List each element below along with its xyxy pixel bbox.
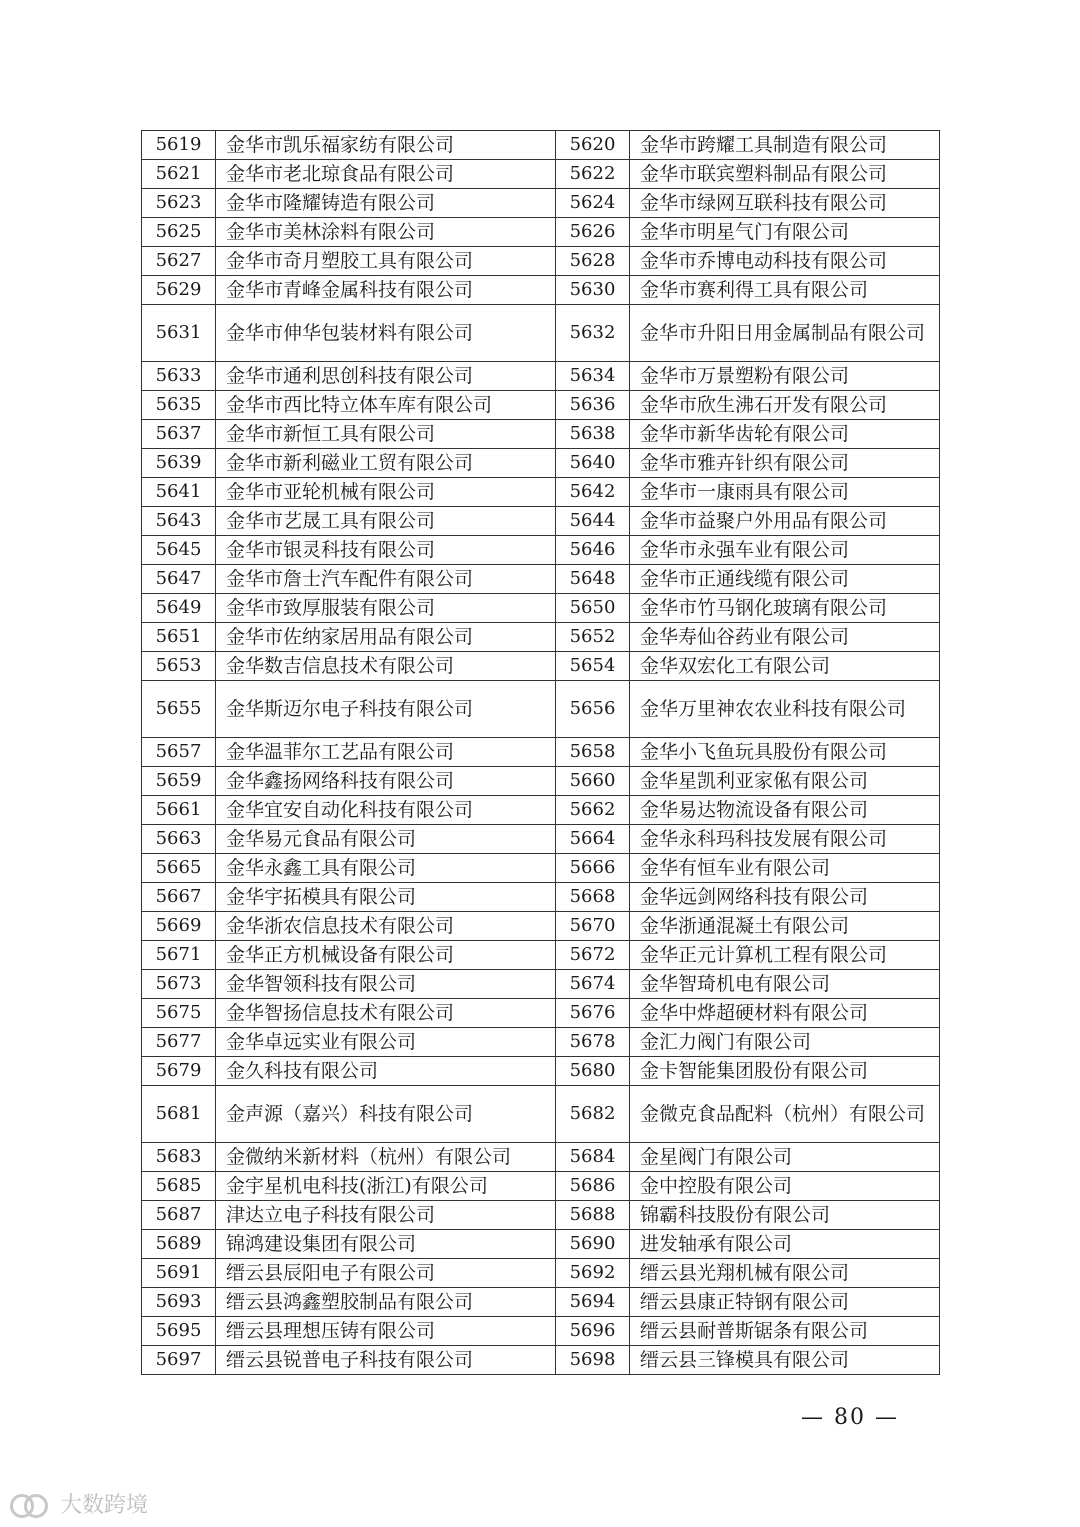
row-number-cell: 5629 — [142, 276, 216, 305]
table-row — [142, 1288, 940, 1317]
row-number-cell: 5665 — [142, 854, 216, 883]
company-name-cell: 金华市联宾塑料制品有限公司 — [630, 160, 940, 189]
page-number: — 80 — — [801, 1405, 899, 1430]
row-number-cell: 5669 — [142, 912, 216, 941]
table-row — [142, 565, 940, 594]
company-name-cell: 金华市升阳日用金属制品有限公司 — [630, 305, 940, 362]
row-number-cell: 5664 — [556, 825, 630, 854]
company-name-cell: 金星阀门有限公司 — [630, 1143, 940, 1172]
company-name-cell: 缙云县鸿鑫塑胶制品有限公司 — [216, 1288, 556, 1317]
company-name-cell: 金华市青峰金属科技有限公司 — [216, 276, 556, 305]
company-name-cell: 金华正元计算机工程有限公司 — [630, 941, 940, 970]
company-name-cell: 金华市凯乐福家纺有限公司 — [216, 131, 556, 160]
table-row — [142, 767, 940, 796]
table-row — [142, 160, 940, 189]
row-number-cell: 5683 — [142, 1143, 216, 1172]
company-name-cell: 金华市亚轮机械有限公司 — [216, 478, 556, 507]
row-number-cell: 5620 — [556, 131, 630, 160]
table-row — [142, 131, 940, 160]
table-row — [142, 883, 940, 912]
table-row — [142, 478, 940, 507]
row-number-cell: 5682 — [556, 1086, 630, 1143]
company-name-cell: 金汇力阀门有限公司 — [630, 1028, 940, 1057]
row-number-cell: 5644 — [556, 507, 630, 536]
watermark-text: 大数跨境 — [60, 1493, 149, 1518]
table-row — [142, 1028, 940, 1057]
row-number-cell: 5689 — [142, 1230, 216, 1259]
row-number-cell: 5674 — [556, 970, 630, 999]
table-row — [142, 276, 940, 305]
company-name-cell: 金华智琦机电有限公司 — [630, 970, 940, 999]
company-name-cell: 金华市赛利得工具有限公司 — [630, 276, 940, 305]
row-number-cell: 5678 — [556, 1028, 630, 1057]
row-number-cell: 5625 — [142, 218, 216, 247]
company-name-cell: 金华双宏化工有限公司 — [630, 652, 940, 681]
row-number-cell: 5694 — [556, 1288, 630, 1317]
table-row — [142, 738, 940, 767]
company-name-cell: 金华浙农信息技术有限公司 — [216, 912, 556, 941]
company-name-cell: 金华市美林涂料有限公司 — [216, 218, 556, 247]
company-name-cell: 金华市欣生沸石开发有限公司 — [630, 391, 940, 420]
table-row — [142, 1057, 940, 1086]
row-number-cell: 5652 — [556, 623, 630, 652]
company-name-cell: 金华市新华齿轮有限公司 — [630, 420, 940, 449]
row-number-cell: 5651 — [142, 623, 216, 652]
company-name-cell: 金华市正通线缆有限公司 — [630, 565, 940, 594]
row-number-cell: 5653 — [142, 652, 216, 681]
company-name-cell: 金华远剑网络科技有限公司 — [630, 883, 940, 912]
table-row — [142, 218, 940, 247]
row-number-cell: 5660 — [556, 767, 630, 796]
table-row — [142, 825, 940, 854]
table-row — [142, 247, 940, 276]
table-row — [142, 681, 940, 738]
row-number-cell: 5628 — [556, 247, 630, 276]
row-number-cell: 5666 — [556, 854, 630, 883]
table-row — [142, 362, 940, 391]
row-number-cell: 5695 — [142, 1317, 216, 1346]
row-number-cell: 5663 — [142, 825, 216, 854]
row-number-cell: 5623 — [142, 189, 216, 218]
company-name-cell: 金华易达物流设备有限公司 — [630, 796, 940, 825]
table-row — [142, 449, 940, 478]
table-row — [142, 1086, 940, 1143]
table-row — [142, 594, 940, 623]
row-number-cell: 5624 — [556, 189, 630, 218]
company-name-cell: 金华温菲尔工艺品有限公司 — [216, 738, 556, 767]
row-number-cell: 5643 — [142, 507, 216, 536]
company-name-cell: 金华市雅卉针织有限公司 — [630, 449, 940, 478]
company-name-cell: 金华市隆耀铸造有限公司 — [216, 189, 556, 218]
company-name-cell: 金华市老北琼食品有限公司 — [216, 160, 556, 189]
row-number-cell: 5637 — [142, 420, 216, 449]
company-name-cell: 金华市新利磁业工贸有限公司 — [216, 449, 556, 478]
table-row — [142, 1346, 940, 1375]
row-number-cell: 5687 — [142, 1201, 216, 1230]
company-name-cell: 金华市益聚户外用品有限公司 — [630, 507, 940, 536]
company-name-cell: 金微克食品配料（杭州）有限公司 — [630, 1086, 940, 1143]
company-name-cell: 金华宇拓模具有限公司 — [216, 883, 556, 912]
row-number-cell: 5681 — [142, 1086, 216, 1143]
company-name-cell: 金华市永强车业有限公司 — [630, 536, 940, 565]
row-number-cell: 5667 — [142, 883, 216, 912]
table-row — [142, 536, 940, 565]
row-number-cell: 5659 — [142, 767, 216, 796]
table-row — [142, 1259, 940, 1288]
row-number-cell: 5632 — [556, 305, 630, 362]
company-name-cell: 金华市新恒工具有限公司 — [216, 420, 556, 449]
row-number-cell: 5680 — [556, 1057, 630, 1086]
company-name-cell: 金华卓远实业有限公司 — [216, 1028, 556, 1057]
company-name-cell: 金久科技有限公司 — [216, 1057, 556, 1086]
row-number-cell: 5696 — [556, 1317, 630, 1346]
row-number-cell: 5634 — [556, 362, 630, 391]
company-name-cell: 金声源（嘉兴）科技有限公司 — [216, 1086, 556, 1143]
company-name-cell: 金宇星机电科技(浙江)有限公司 — [216, 1172, 556, 1201]
row-number-cell: 5630 — [556, 276, 630, 305]
row-number-cell: 5639 — [142, 449, 216, 478]
row-number-cell: 5698 — [556, 1346, 630, 1375]
row-number-cell: 5655 — [142, 681, 216, 738]
company-name-cell: 金华市一康雨具有限公司 — [630, 478, 940, 507]
company-name-cell: 金华市明星气门有限公司 — [630, 218, 940, 247]
company-name-cell: 金华市佐纳家居用品有限公司 — [216, 623, 556, 652]
company-name-cell: 金华易元食品有限公司 — [216, 825, 556, 854]
company-name-cell: 进发轴承有限公司 — [630, 1230, 940, 1259]
company-name-cell: 金卡智能集团股份有限公司 — [630, 1057, 940, 1086]
row-number-cell: 5691 — [142, 1259, 216, 1288]
row-number-cell: 5675 — [142, 999, 216, 1028]
row-number-cell: 5686 — [556, 1172, 630, 1201]
company-name-cell: 金华市绿网互联科技有限公司 — [630, 189, 940, 218]
row-number-cell: 5641 — [142, 478, 216, 507]
company-name-cell: 缙云县耐普斯锯条有限公司 — [630, 1317, 940, 1346]
company-name-cell: 金华永科玛科技发展有限公司 — [630, 825, 940, 854]
company-name-cell: 缙云县理想压铸有限公司 — [216, 1317, 556, 1346]
row-number-cell: 5635 — [142, 391, 216, 420]
row-number-cell: 5646 — [556, 536, 630, 565]
row-number-cell: 5684 — [556, 1143, 630, 1172]
row-number-cell: 5693 — [142, 1288, 216, 1317]
company-name-cell: 金华数吉信息技术有限公司 — [216, 652, 556, 681]
row-number-cell: 5658 — [556, 738, 630, 767]
row-number-cell: 5676 — [556, 999, 630, 1028]
row-number-cell: 5690 — [556, 1230, 630, 1259]
row-number-cell: 5692 — [556, 1259, 630, 1288]
table-row — [142, 652, 940, 681]
table-row — [142, 1201, 940, 1230]
company-name-cell: 金华市竹马钢化玻璃有限公司 — [630, 594, 940, 623]
row-number-cell: 5661 — [142, 796, 216, 825]
company-name-cell: 金华鑫扬网络科技有限公司 — [216, 767, 556, 796]
company-name-cell: 金华市奇月塑胶工具有限公司 — [216, 247, 556, 276]
row-number-cell: 5621 — [142, 160, 216, 189]
company-name-cell: 金华智扬信息技术有限公司 — [216, 999, 556, 1028]
table-row — [142, 391, 940, 420]
row-number-cell: 5657 — [142, 738, 216, 767]
company-name-cell: 金华市詹士汽车配件有限公司 — [216, 565, 556, 594]
table-row — [142, 1230, 940, 1259]
row-number-cell: 5668 — [556, 883, 630, 912]
company-name-cell: 金华小飞鱼玩具股份有限公司 — [630, 738, 940, 767]
table-row — [142, 189, 940, 218]
row-number-cell: 5662 — [556, 796, 630, 825]
row-number-cell: 5640 — [556, 449, 630, 478]
company-name-cell: 缙云县辰阳电子有限公司 — [216, 1259, 556, 1288]
row-number-cell: 5649 — [142, 594, 216, 623]
company-name-cell: 缙云县康正特钢有限公司 — [630, 1288, 940, 1317]
company-name-cell: 金华万里神农农业科技有限公司 — [630, 681, 940, 738]
row-number-cell: 5688 — [556, 1201, 630, 1230]
row-number-cell: 5672 — [556, 941, 630, 970]
company-name-cell: 金华宜安自动化科技有限公司 — [216, 796, 556, 825]
row-number-cell: 5631 — [142, 305, 216, 362]
company-name-cell: 金微纳米新材料（杭州）有限公司 — [216, 1143, 556, 1172]
row-number-cell: 5656 — [556, 681, 630, 738]
double-circle-logo-icon — [10, 1491, 54, 1517]
company-name-cell: 金华永鑫工具有限公司 — [216, 854, 556, 883]
company-name-cell: 金华市西比特立体车库有限公司 — [216, 391, 556, 420]
company-name-cell: 金华斯迈尔电子科技有限公司 — [216, 681, 556, 738]
company-name-cell: 锦鸿建设集团有限公司 — [216, 1230, 556, 1259]
company-name-cell: 金华浙通混凝土有限公司 — [630, 912, 940, 941]
table-row — [142, 912, 940, 941]
row-number-cell: 5685 — [142, 1172, 216, 1201]
row-number-cell: 5642 — [556, 478, 630, 507]
table-row — [142, 796, 940, 825]
row-number-cell: 5671 — [142, 941, 216, 970]
company-name-cell: 津达立电子科技有限公司 — [216, 1201, 556, 1230]
company-name-cell: 金华市万景塑粉有限公司 — [630, 362, 940, 391]
row-number-cell: 5619 — [142, 131, 216, 160]
table-row — [142, 1143, 940, 1172]
company-name-cell: 金华市致厚服装有限公司 — [216, 594, 556, 623]
row-number-cell: 5677 — [142, 1028, 216, 1057]
company-name-cell: 金华市伸华包装材料有限公司 — [216, 305, 556, 362]
row-number-cell: 5636 — [556, 391, 630, 420]
company-name-cell: 金华星凯利亚家俬有限公司 — [630, 767, 940, 796]
table-row — [142, 854, 940, 883]
row-number-cell: 5627 — [142, 247, 216, 276]
table-row — [142, 305, 940, 362]
row-number-cell: 5679 — [142, 1057, 216, 1086]
row-number-cell: 5673 — [142, 970, 216, 999]
company-name-cell: 金华中烨超硬材料有限公司 — [630, 999, 940, 1028]
company-name-cell: 金华市银灵科技有限公司 — [216, 536, 556, 565]
company-name-cell: 金华市艺晟工具有限公司 — [216, 507, 556, 536]
row-number-cell: 5638 — [556, 420, 630, 449]
row-number-cell: 5647 — [142, 565, 216, 594]
table-row — [142, 999, 940, 1028]
row-number-cell: 5648 — [556, 565, 630, 594]
company-name-cell: 金华市乔博电动科技有限公司 — [630, 247, 940, 276]
table-row — [142, 420, 940, 449]
table-row — [142, 1317, 940, 1346]
company-name-cell: 金华正方机械设备有限公司 — [216, 941, 556, 970]
company-name-cell: 缙云县光翔机械有限公司 — [630, 1259, 940, 1288]
row-number-cell: 5670 — [556, 912, 630, 941]
company-name-cell: 金华有恒车业有限公司 — [630, 854, 940, 883]
company-list-table — [141, 130, 940, 1375]
company-name-cell: 金中控股有限公司 — [630, 1172, 940, 1201]
row-number-cell: 5622 — [556, 160, 630, 189]
table-row — [142, 507, 940, 536]
row-number-cell: 5633 — [142, 362, 216, 391]
table-row — [142, 1172, 940, 1201]
row-number-cell: 5654 — [556, 652, 630, 681]
table-row — [142, 623, 940, 652]
watermark — [10, 1488, 148, 1519]
table-row — [142, 941, 940, 970]
company-name-cell: 金华智领科技有限公司 — [216, 970, 556, 999]
row-number-cell: 5645 — [142, 536, 216, 565]
company-name-cell: 金华市通利思创科技有限公司 — [216, 362, 556, 391]
table-row — [142, 970, 940, 999]
company-name-cell: 缙云县锐普电子科技有限公司 — [216, 1346, 556, 1375]
company-name-cell: 金华寿仙谷药业有限公司 — [630, 623, 940, 652]
company-name-cell: 缙云县三锋模具有限公司 — [630, 1346, 940, 1375]
row-number-cell: 5626 — [556, 218, 630, 247]
company-list-body — [142, 131, 940, 1375]
row-number-cell: 5697 — [142, 1346, 216, 1375]
company-name-cell: 锦霸科技股份有限公司 — [630, 1201, 940, 1230]
company-name-cell: 金华市跨耀工具制造有限公司 — [630, 131, 940, 160]
row-number-cell: 5650 — [556, 594, 630, 623]
